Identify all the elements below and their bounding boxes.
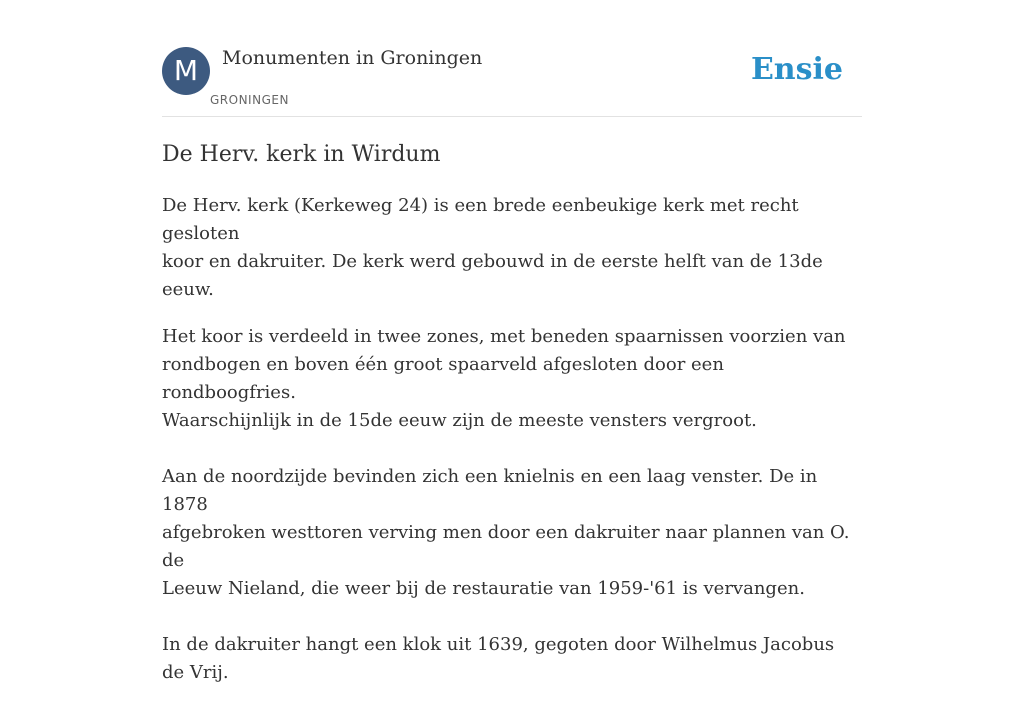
collection-header (162, 46, 862, 117)
article-paragraph-1: De Herv. kerk (Kerkeweg 24) is een brede eenbeukige kerk met recht gesloten koor en dakruiter. De kerk werd gebouwd in de eerste helft van de 13de eeuw. (162, 195, 823, 300)
brand-logo-link[interactable]: Ensie (750, 52, 843, 87)
article-title: De Herv. kerk in Wirdum (162, 142, 441, 167)
article-body (162, 192, 862, 706)
collection-subtitle: GRONINGEN (210, 93, 289, 107)
collection-title-link[interactable]: Monumenten in Groningen (222, 47, 483, 69)
article-paragraph-2: Het koor is verdeeld in twee zones, met beneden spaarnissen voorzien van rondbogen en boven één groot spaarveld afgesloten door een rondboogfries. Waarschijnlijk in de 15de eeuw zijn de meeste vensters vergroot. Aan de noordzijde bevinden zich een knielnis en een laag venster. De in 1878 afgebroken westtoren verving men door een dakruiter naar plannen van O. de Leeuw Nieland, die weer bij de restauratie van 1959-'61 is vervangen. In de dakruiter hangt een klok uit 1639, gegoten door Wilhelmus Jacobus de Vrij. (162, 326, 850, 683)
collection-avatar[interactable]: M (162, 47, 210, 95)
